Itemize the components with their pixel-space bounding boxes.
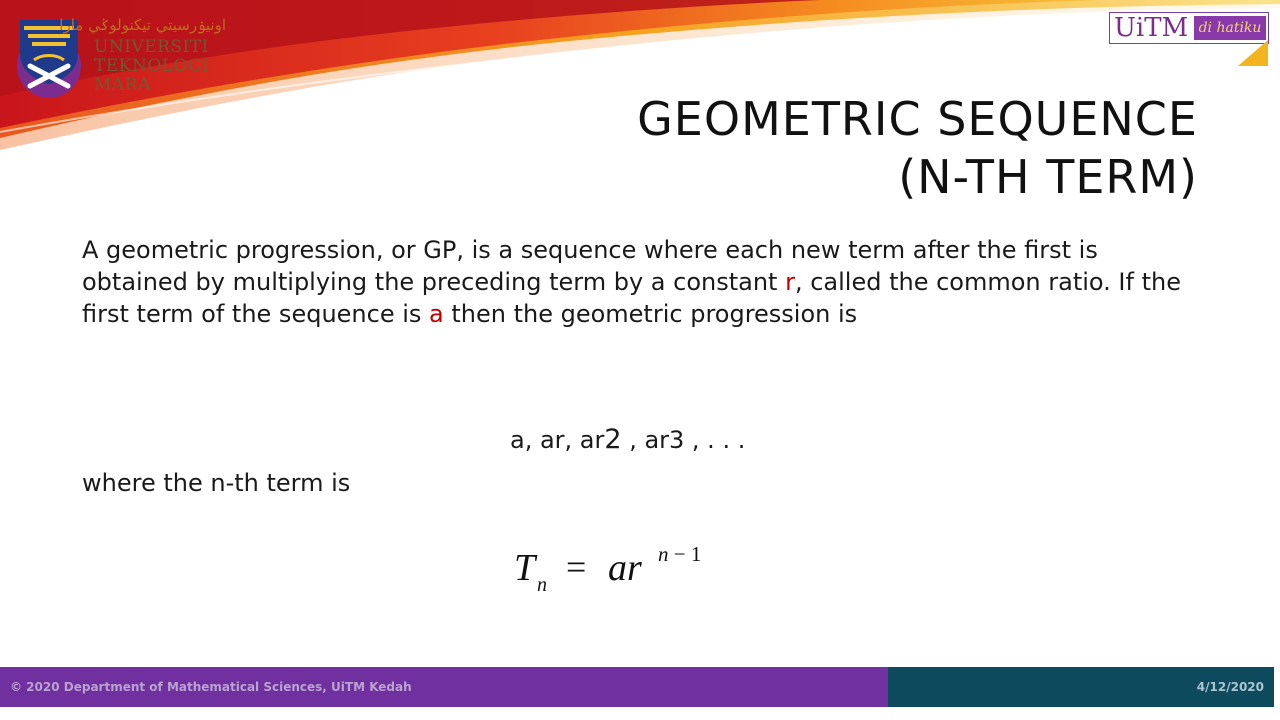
footer-left-band: [0, 667, 888, 707]
formula-exponent: [658, 542, 701, 567]
ratio-symbol: r: [785, 268, 795, 296]
first-term-symbol: a: [429, 300, 444, 328]
nth-term-formula: [510, 540, 730, 600]
definition-paragraph: [82, 234, 1202, 330]
footer-date: 4/12/2020: [1196, 680, 1264, 694]
sequence-part-2: , ar3 , . . .: [621, 426, 746, 454]
sequence-exponent-2: 2: [604, 424, 622, 455]
formula-exponent-rest: − 1: [668, 542, 702, 566]
formula-ar: ar: [608, 547, 642, 589]
title-line-2: (N-TH TERM): [898, 150, 1198, 204]
formula-exponent-n: n: [658, 542, 669, 566]
brand-tagline: di hatiku: [1194, 16, 1266, 40]
slide-footer: [0, 667, 1280, 707]
sequence-part-1: a, ar, ar: [510, 426, 605, 454]
sequence-expression: [510, 424, 910, 456]
logo-line-universiti: UNIVERSITI: [94, 37, 209, 57]
paragraph-part-3: then the geometric progression is: [443, 300, 858, 328]
logo-arabic-text: اونيۏرسيتي تيكنولوݢي مارا: [59, 16, 226, 34]
formula-T: T: [514, 547, 536, 589]
university-logo: [14, 14, 224, 104]
brand-arrow-decoration: [1238, 40, 1268, 66]
brand-main-text: UiTM: [1114, 13, 1189, 43]
formula-equals: =: [566, 547, 587, 587]
title-line-1: GEOMETRIC SEQUENCE: [637, 92, 1198, 146]
formula-subscript-n: n: [537, 574, 547, 596]
paragraph-part-1: A geometric progression, or GP, is a sequence where each new term after the first is obtained by multiplying the preceding term by a constant: [82, 236, 1098, 296]
footer-right-band: [888, 667, 1274, 707]
slide-title: [398, 90, 1198, 206]
nth-term-label: where the n-th term is: [82, 469, 351, 497]
logo-line-teknologi: TEKNOLOGI: [94, 56, 210, 76]
footer-copyright: © 2020 Department of Mathematical Sciences, UiTM Kedah: [10, 680, 412, 694]
paragraph-part-2: , called the common ratio. If the first term of the sequence is: [82, 268, 1181, 328]
logo-line-mara: MARA: [94, 75, 151, 95]
